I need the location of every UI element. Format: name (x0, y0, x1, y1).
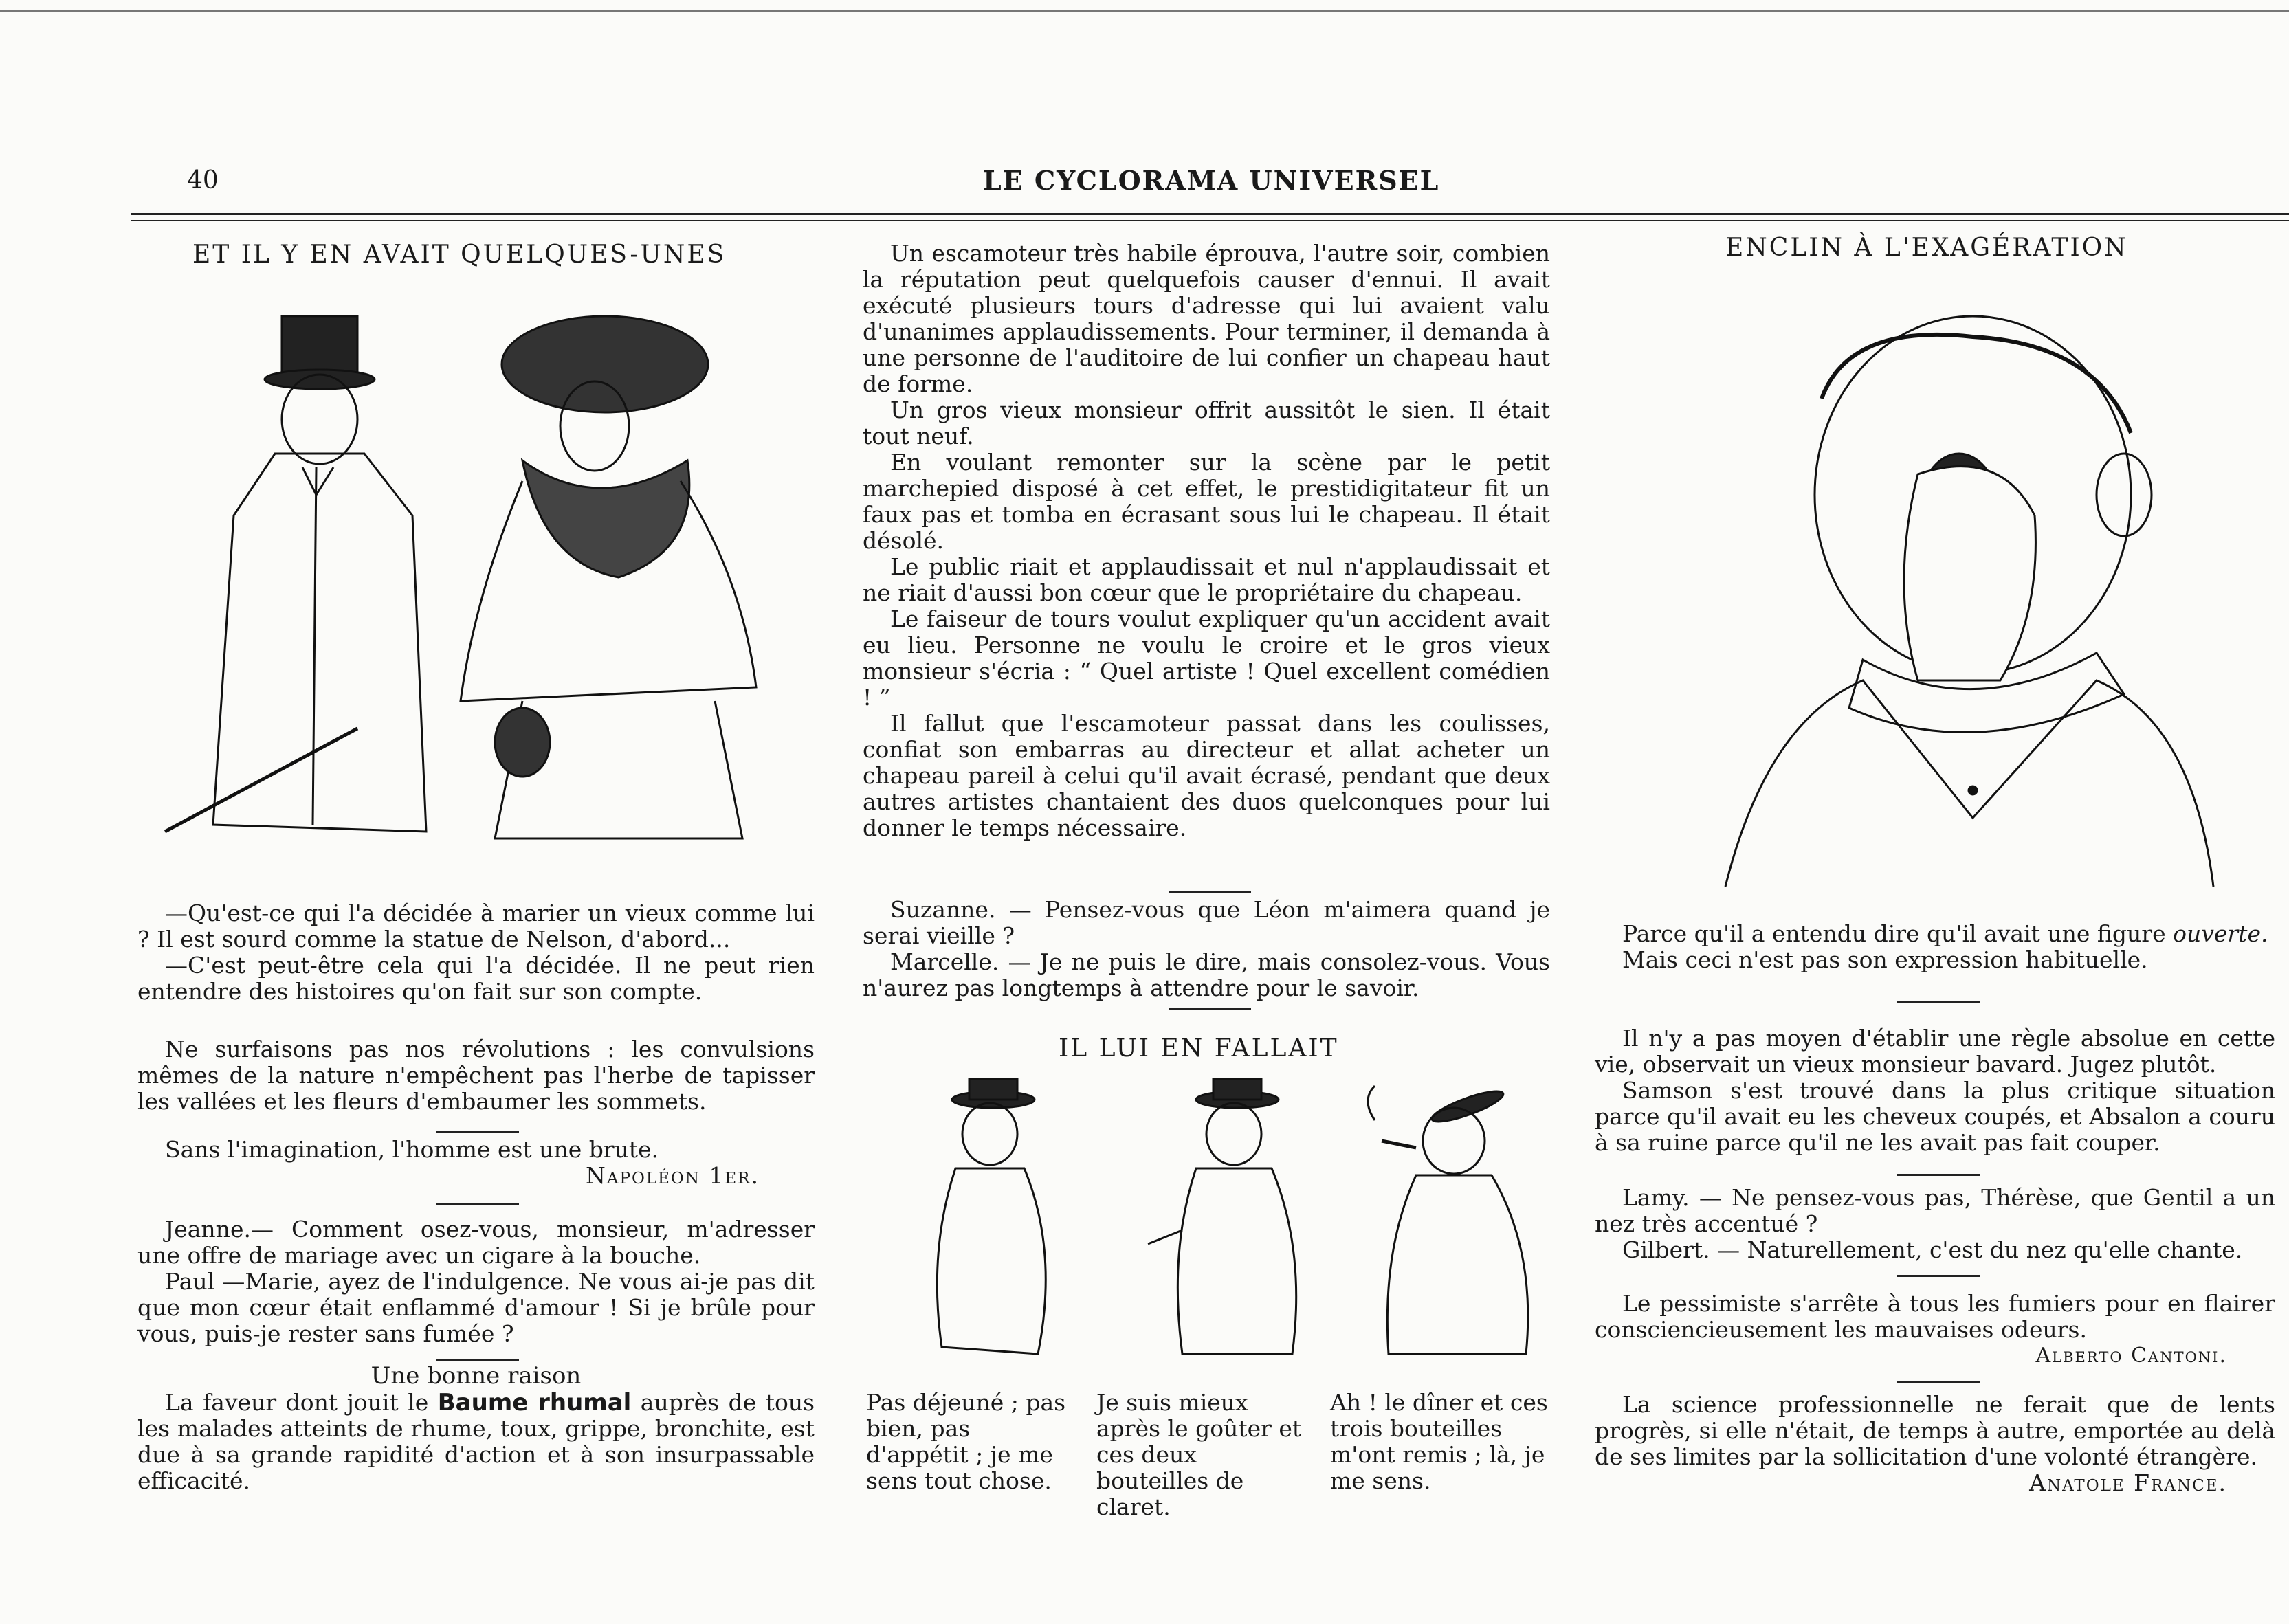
page-number: 40 (187, 166, 219, 194)
top-border (0, 10, 2289, 12)
col3-caption (1595, 921, 2275, 973)
story-p5: Le faiseur de tours voulut expliquer qu'un accident avait eu lieu. Personne ne voulu le croire et le gros vieux monsieur s'écria : “ Quel artiste ! Quel excellent comédien ! ” (863, 605, 1550, 711)
science-text: La science professionnelle ne ferait que de lents progrès, si elle n'était, de temps à autre, emportée au delà de ses limites par la sollicitation d'une volonté étrangère. (1595, 1391, 2275, 1470)
rule-text: Il n'y a pas moyen d'établir une règle absolue en cette vie, observait un vieux monsieur bavard. Jugez plutôt. (1595, 1025, 2275, 1078)
masthead: LE CYCLORAMA UNIVERSEL (983, 165, 1440, 196)
separator (1897, 1381, 1980, 1383)
dialogue-line-2: —C'est peut-être cela qui l'a décidée. Il ne peut rien entendre des histoires qu'on fait sur son compte. (137, 952, 815, 1005)
col2-title: IL LUI EN FALLAIT (1059, 1034, 1339, 1063)
samson-text: Samson s'est trouvé dans la plus critique situation parce qu'il avait eu les cheveux coupés, et Absalon a couru à sa ruine parce qu'il ne les avait pas fait couper. (1595, 1077, 2275, 1156)
caption-3: Ah ! le dîner et ces trois bouteilles m'ont remis ; là, je me sens. (1330, 1389, 1548, 1494)
author-france: Anatole France. (2029, 1469, 2227, 1496)
col3-pessimiste (1595, 1291, 2275, 1369)
col1-dialogue (137, 900, 815, 1005)
col1-ad (137, 1390, 815, 1494)
quote-text: Sans l'imagination, l'homme est une brute. (165, 1136, 659, 1163)
header-rule-double (131, 220, 2289, 221)
paul-text: Paul —Marie, ayez de l'indulgence. Ne vous ai-je pas dit que mon cœur était enflammé d'amour ! Si je brûle pour vous, puis-je rester sans fumée ? (137, 1268, 815, 1347)
separator (436, 1359, 519, 1361)
story-p2: Un gros vieux monsieur offrit aussitôt le sien. Il était tout neuf. (863, 397, 1550, 449)
col3-science (1595, 1392, 2275, 1496)
gilbert-text: Gilbert. — Naturellement, c'est du nez qu'elle chante. (1622, 1236, 2243, 1263)
marcelle-text: Marcelle. — Je ne puis le dire, mais consolez-vous. Vous n'aurez pas longtemps à attendre pour le savoir. (863, 948, 1550, 1001)
ad-title: Une bonne raison (371, 1362, 582, 1390)
col1-quote-block (137, 1137, 815, 1189)
revolutions-text: Ne surfaisons pas nos révolutions : les convulsions mêmes de la nature n'empêchent pas l'herbe de tapisser les vallées et les fleurs d'embaumer les sommets. (137, 1036, 815, 1115)
separator (1169, 891, 1251, 893)
pessimiste-text: Le pessimiste s'arrête à tous les fumiers pour en flairer consciencieusement les mauvaises odeurs. (1595, 1290, 2275, 1343)
ad-text-after: auprès de tous les malades atteints de rhume, toux, grippe, bronchite, est due à sa grande rapidité d'action et à son insurpassable efficacité. (137, 1389, 815, 1494)
dialogue-line-1: —Qu'est-ce qui l'a décidée à marier un vieux comme lui ? Il est sourd comme la statue de Nelson, d'abord... (137, 900, 815, 953)
col3-title: ENCLIN À L'EXAGÉRATION (1725, 234, 2128, 262)
suzanne-text: Suzanne. — Pensez-vous que Léon m'aimera quand je serai vieille ? (863, 896, 1550, 949)
quote-author: Napoléon 1er. (586, 1162, 760, 1189)
illustration-yawning-man (1712, 296, 2220, 893)
col2-suzanne-marcelle (863, 897, 1550, 1001)
illustration-three-men (880, 1072, 1540, 1381)
caption-expression: Mais ceci n'est pas son expression habituelle. (1622, 946, 2148, 973)
caption-open-italic: ouverte. (2173, 920, 2268, 947)
separator (1169, 1008, 1251, 1010)
story-p1: Un escamoteur très habile éprouva, l'autre soir, combien la réputation peut quelquefois causer d'ennui. Il avait exécuté plusieurs tours d'adresse qui lui avaient valu d'unanimes applaudissements. Pour terminer, il demanda à une personne de l'auditoire de lui confier un chapeau haut de forme. (863, 240, 1550, 397)
lamy-text: Lamy. — Ne pensez-vous pas, Thérèse, que Gentil a un nez très accentué ? (1595, 1184, 2275, 1237)
ad-text-before: La faveur dont jouit le (165, 1389, 438, 1416)
separator (436, 1131, 519, 1133)
separator (1897, 1275, 1980, 1277)
caption-open-before: Parce qu'il a entendu dire qu'il avait une figure (1622, 920, 2174, 947)
separator (1897, 1001, 1980, 1003)
story-p3: En voulant remonter sur la scène par le petit marchepied disposé à cet effet, le prestidigitateur fit un faux pas et tomba en écrasant sous lui le chapeau. Il était désolé. (863, 449, 1550, 554)
separator (436, 1203, 519, 1205)
col1-jeanne-paul (137, 1216, 815, 1347)
story-p6: Il fallut que l'escamoteur passat dans les coulisses, confiat son embarras au directeur et allat acheter un chapeau pareil à celui qu'il avait écrasé, pendant que deux autres artistes chantaient des duos quelconques pour lui donner le temps nécessaire. (863, 710, 1550, 841)
header-rule (131, 213, 2289, 215)
author-cantoni: Alberto Cantoni. (2035, 1344, 2227, 1368)
caption-1: Pas déjeuné ; pas bien, pas d'appétit ; je me sens tout chose. (866, 1389, 1066, 1494)
ad-product: Baume rhumal (437, 1389, 632, 1416)
col1-revolutions (137, 1036, 815, 1115)
illustration-couple (137, 289, 825, 852)
story-p4: Le public riait et applaudissait et nul n'applaudissait et ne riait d'aussi bon cœur que le propriétaire du chapeau. (863, 553, 1550, 606)
col2-story (863, 241, 1550, 841)
col3-lamy-gilbert (1595, 1185, 2275, 1263)
caption-2: Je suis mieux après le goûter et ces deux bouteilles de claret. (1096, 1389, 1302, 1520)
jeanne-text: Jeanne.— Comment osez-vous, monsieur, m'adresser une offre de mariage avec un cigare à la bouche. (137, 1216, 815, 1269)
col1-title: ET IL Y EN AVAIT QUELQUES-UNES (192, 241, 727, 269)
separator (1897, 1174, 1980, 1176)
col3-samson (1595, 1025, 2275, 1156)
